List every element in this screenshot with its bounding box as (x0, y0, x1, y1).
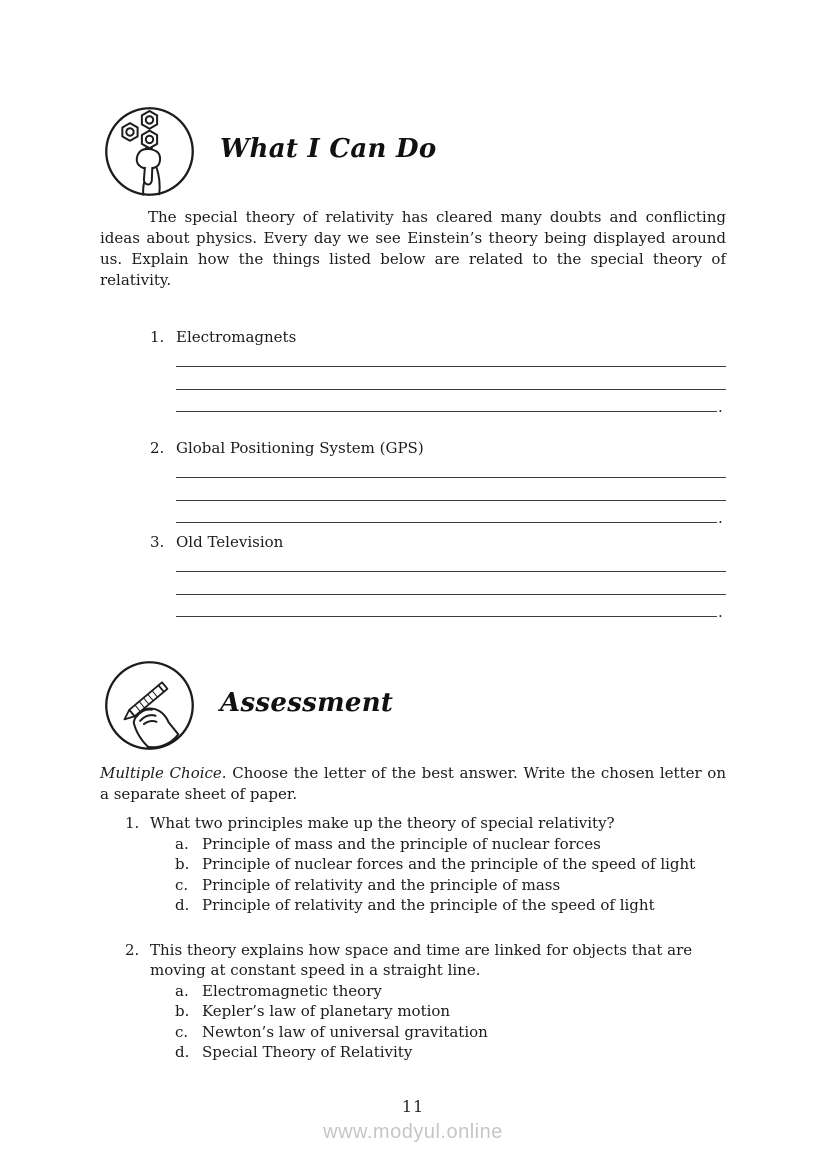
option-letter: b. (175, 1002, 190, 1020)
question-number: 1. (125, 814, 140, 832)
option-b (175, 1001, 695, 1022)
answer-blank-line (176, 367, 726, 390)
item-number: 3. (150, 533, 165, 551)
question-1 (125, 813, 826, 916)
question-number: 2. (125, 940, 140, 959)
what-i-can-do-header (103, 105, 826, 198)
answer-blank-line (176, 478, 726, 501)
option-letter: d. (175, 1043, 190, 1061)
option-d (175, 895, 695, 916)
list-item-old-television (150, 532, 826, 621)
question-text: This theory explains how space and time are linked for objects that are moving at constant speed in a straight line. (150, 940, 693, 979)
option-letter: c. (175, 875, 189, 894)
questions-list (125, 813, 826, 1063)
option-text: Principle of relativity and the principle of the speed of light (202, 896, 655, 914)
answer-blank-line (176, 594, 717, 617)
answer-blank-line (176, 572, 726, 595)
option-c (175, 1022, 695, 1043)
answer-lines (176, 344, 726, 416)
option-text: Newton’s law of universal gravitation (202, 1022, 488, 1041)
option-text: Kepler’s law of planetary motion (202, 1002, 451, 1020)
answer-blank-line-last (176, 595, 726, 621)
things-list (150, 327, 826, 621)
answer-blank-line (176, 389, 717, 412)
option-a (175, 981, 695, 1002)
what-i-can-do-title: What I Can Do (220, 133, 437, 164)
hand-holding-wrench-with-nuts-icon (103, 105, 196, 198)
options-list (175, 834, 695, 916)
item-number: 2. (150, 439, 165, 457)
question-text: What two principles make up the theory of special relativity? (150, 814, 615, 832)
instruction-body: Choose the letter of the best answer. Write the chosen letter on a separate sheet of paper. (100, 764, 726, 803)
answer-lines (176, 549, 726, 621)
option-letter: a. (175, 834, 189, 853)
list-item-gps (150, 438, 826, 527)
item-label: Electromagnets (176, 328, 297, 346)
options-list (175, 981, 695, 1063)
hand-writing-with-pencil-icon (103, 659, 196, 752)
line-end-period: . (718, 603, 723, 621)
intro-paragraph: The special theory of relativity has cleared many doubts and conflicting ideas about physics. Every day we see Einstein’s theory being displayed around us. Explain how the things listed below are related to the special theory of relativity. (100, 208, 726, 289)
answer-lines (176, 455, 726, 527)
option-text: Principle of mass and the principle of nuclear forces (202, 834, 601, 853)
item-number: 1. (150, 328, 165, 346)
page-number: 11 (401, 1097, 425, 1116)
answer-blank-line (176, 500, 717, 523)
line-end-period: . (718, 509, 723, 527)
option-text: Special Theory of Relativity (202, 1043, 413, 1061)
instruction-lead: Multiple Choice. (100, 764, 227, 782)
option-letter: d. (175, 896, 190, 914)
option-c (175, 875, 695, 896)
option-letter: b. (175, 855, 190, 873)
assessment-header (103, 659, 826, 752)
answer-blank-line-last (176, 390, 726, 416)
option-text: Electromagnetic theory (202, 981, 382, 1000)
option-b (175, 854, 695, 875)
option-text: Principle of relativity and the principle of mass (202, 875, 561, 894)
option-a (175, 834, 695, 855)
item-label: Old Television (176, 533, 284, 551)
option-letter: a. (175, 981, 189, 1000)
option-d (175, 1042, 695, 1063)
question-2 (125, 940, 826, 1063)
line-end-period: . (718, 398, 723, 416)
list-item-electromagnets (150, 327, 826, 416)
assessment-title: Assessment (220, 687, 394, 718)
answer-blank-line-last (176, 501, 726, 527)
item-label: Global Positioning System (GPS) (176, 439, 424, 457)
option-letter: c. (175, 1022, 189, 1041)
question-body (150, 940, 695, 1063)
watermark-text: www.modyul.online (323, 1121, 503, 1143)
option-text: Principle of nuclear forces and the principle of the speed of light (202, 855, 696, 873)
multiple-choice-instruction (100, 763, 726, 805)
question-body (150, 813, 695, 916)
